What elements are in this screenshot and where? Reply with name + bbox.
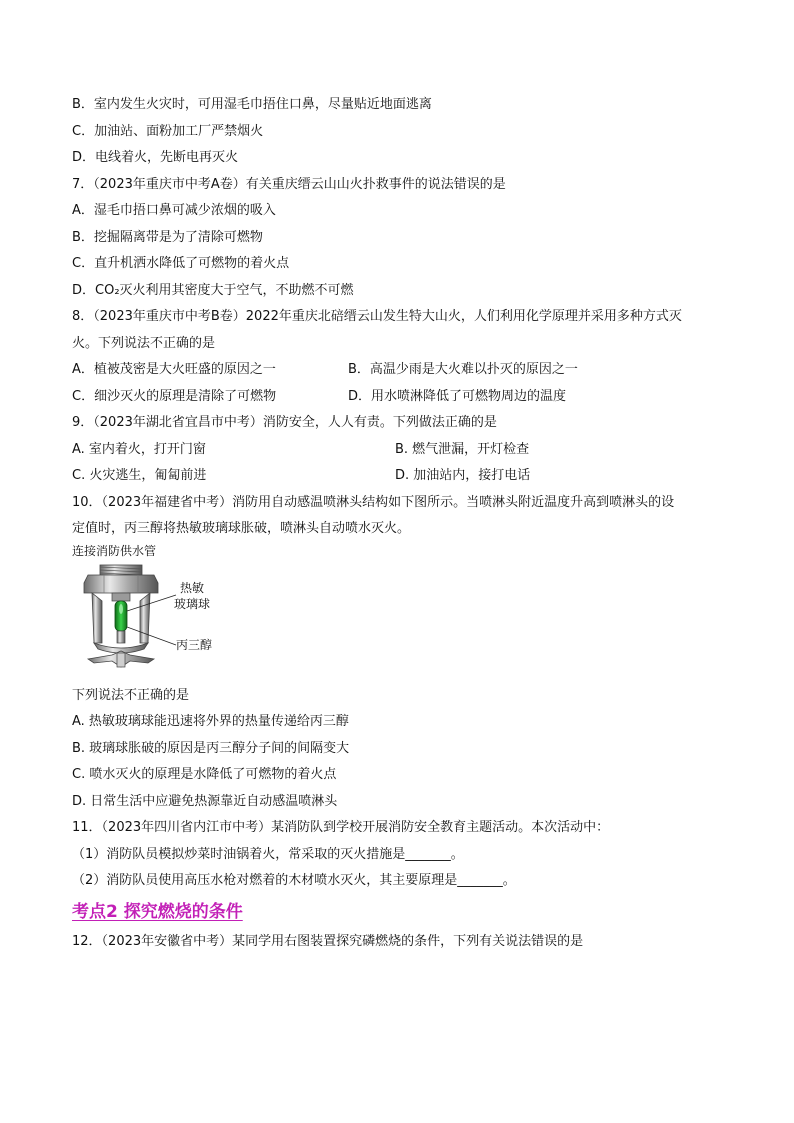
q7-option-a: A．湿毛巾捂口鼻可减少浓烟的吸入 <box>72 203 276 218</box>
label-glass-bulb: 玻璃球 <box>174 596 211 611</box>
q8-options-row <box>72 357 732 384</box>
question-7-stem: 7．（2023年重庆市中考A卷）有关重庆缙云山山火扑救事件的说法错误的是 <box>72 176 506 192</box>
sprinkler-figure <box>72 543 272 683</box>
q9-options-row <box>72 437 732 464</box>
q9-option-c: C. 火灾逃生，匍匐前进 <box>72 468 207 483</box>
figure-caption: 连接消防供水管 <box>72 543 157 558</box>
q8-option-c: C．细沙灭火的原理是清除了可燃物 <box>72 388 277 404</box>
q11-part-1: （1）消防队员模拟炒菜时油锅着火，常采取的灭火措施是_______。 <box>72 846 464 862</box>
q10-option-d: D. 日常生活中应避免热源靠近自动感温喷淋头 <box>72 793 338 809</box>
sprinkler-drawing <box>72 543 272 683</box>
q8-option-d: D．用水喷淋降低了可燃物周边的温度 <box>348 388 567 404</box>
q7-option-b: B．挖掘隔离带是为了清除可燃物 <box>72 229 263 245</box>
q7-option-c: C．直升机洒水降低了可燃物的着火点 <box>72 256 290 271</box>
label-glycerol: 丙三醇 <box>176 637 213 652</box>
q10-option-b: B. 玻璃球胀破的原因是丙三醇分子间的间隔变大 <box>72 740 350 756</box>
q7-option-d: D．CO₂灭火利用其密度大于空气，不助燃不可燃 <box>72 282 354 298</box>
question-10-stem-cont: 定值时，丙三醇将热敏玻璃球胀破，喷淋头自动喷水灭火。 <box>72 521 411 536</box>
q9-option-d: D. 加油站内，接打电话 <box>395 468 531 483</box>
question-9-stem: 9．（2023年湖北省宜昌市中考）消防安全，人人有责。下列做法正确的是 <box>72 415 497 430</box>
question-11-stem: 11．（2023年四川省内江市中考）某消防队到学校开展消防安全教育主题活动。本次活动中： <box>72 820 610 835</box>
q10-option-a: A. 热敏玻璃球能迅速将外界的热量传递给丙三醇 <box>72 714 349 729</box>
q11-part-2: （2）消防队员使用高压水枪对燃着的木材喷水灭火，其主要原理是_______。 <box>72 873 516 888</box>
question-8-stem: 8．（2023年重庆市中考B卷）2022年重庆北碚缙云山发生特大山火，人们利用化学原理并采用多种方式灭 <box>72 309 682 324</box>
q8-options-row <box>72 384 732 411</box>
section-title: 考点2 探究燃烧的条件 <box>72 901 243 922</box>
question-10-stem: 10．（2023年福建省中考）消防用自动感温喷淋头结构如下图所示。当喷淋头附近温度升高到喷淋头的设 <box>72 494 675 510</box>
q9-option-a: A. 室内着火，打开门窗 <box>72 441 206 457</box>
option-line: C．加油站、面粉加工厂严禁烟火 <box>72 123 264 139</box>
question-8-stem-cont: 火。下列说法不正确的是 <box>72 335 216 351</box>
q8-option-b: B．高温少雨是大火难以扑灭的原因之一 <box>348 362 578 377</box>
label-heat-sensitive: 热敏 <box>180 580 205 595</box>
document-page <box>72 92 732 955</box>
q8-option-a: A．植被茂密是大火旺盛的原因之一 <box>72 362 276 377</box>
q9-option-b: B. 燃气泄漏，开灯检查 <box>395 441 530 457</box>
option-line: B．室内发生火灾时，可用湿毛巾捂住口鼻，尽量贴近地面逃离 <box>72 97 432 112</box>
q10-sub-stem: 下列说法不正确的是 <box>72 687 190 703</box>
q9-options-row <box>72 463 732 490</box>
question-12-stem: 12．（2023年安徽省中考）某同学用右图装置探究磷燃烧的条件，下列有关说法错误的是 <box>72 933 584 949</box>
option-line: D．电线着火，先断电再灭火 <box>72 150 239 165</box>
q10-option-c: C. 喷水灭火的原理是水降低了可燃物的着火点 <box>72 767 337 782</box>
